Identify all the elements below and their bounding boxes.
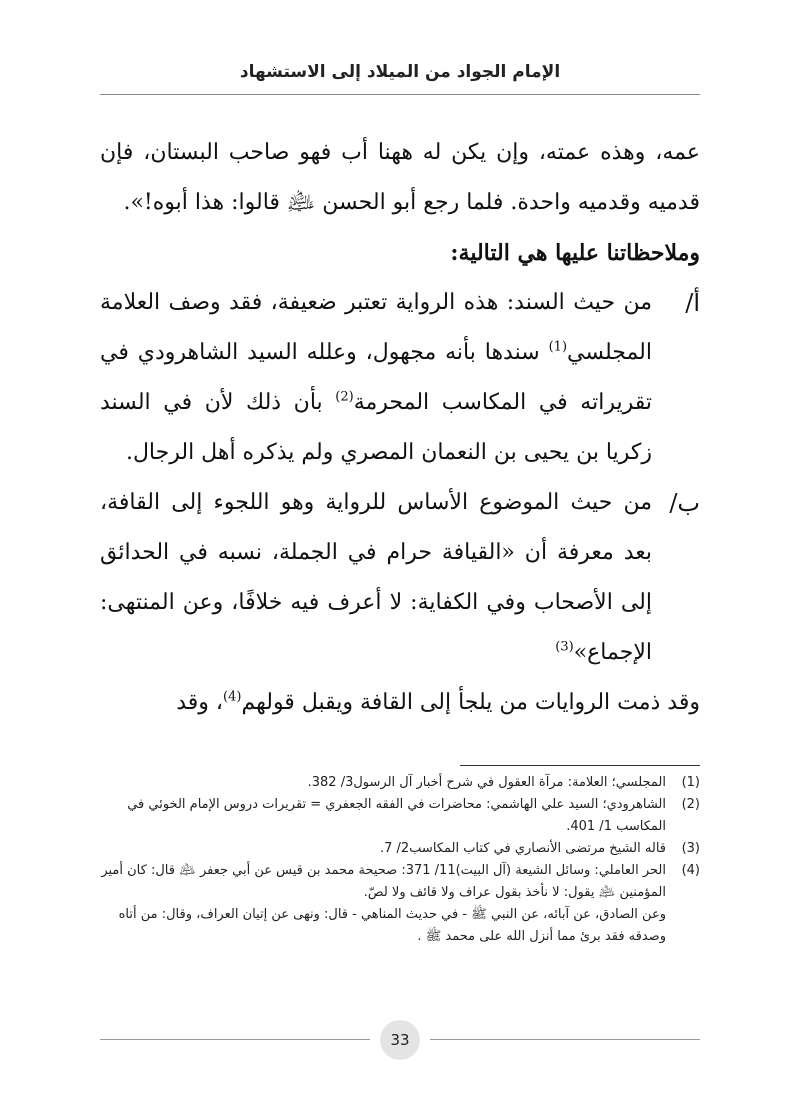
item-b-text-part: من حيث الموضوع الأساس للرواية وهو اللجوء إلى القافة، بعد معرفة أن «القيافة حرام في الجملة، نسبه في الحدائق إلى الأصحاب وفي الكفاية: لا أعرف فيه خلافًا، وعن المنتهى: الإجماع» bbox=[100, 490, 652, 665]
list-item-a bbox=[100, 278, 700, 478]
footnote-4 bbox=[100, 860, 700, 904]
footnote-ref-2[interactable]: (2) bbox=[335, 389, 354, 405]
footnote-text: قاله الشيخ مرتضى الأنصاري في كتاب المكاسب2/ 7. bbox=[379, 841, 666, 856]
paragraph-2 bbox=[100, 678, 700, 728]
footnote-3 bbox=[100, 838, 700, 860]
footer-rule-left bbox=[100, 1039, 370, 1040]
item-b-text bbox=[100, 478, 652, 678]
footnote-1 bbox=[100, 772, 700, 794]
footnote-4-continuation: وعن الصادق، عن آبائه، عن النبي ﷺ - في حديث المناهي - قال: ونهى عن إتيان العراف، وقال: من أتاه وصدقه فقد برئ مما أنزل الله على محمد ﷺ . bbox=[118, 907, 666, 944]
item-a-label: أ/ bbox=[685, 289, 700, 317]
main-text bbox=[100, 128, 700, 728]
footnote-number: (3) bbox=[681, 841, 700, 856]
header-divider bbox=[100, 94, 700, 95]
footnote-number: (4) bbox=[681, 863, 700, 878]
list-item-b bbox=[100, 478, 700, 678]
item-a-text bbox=[100, 278, 652, 478]
footnote-text: المجلسي؛ العلامة: مرآة العقول في شرح أخبار آل الرسول3/ 382. bbox=[307, 775, 666, 790]
item-a-text-part: سندها بأنه مجهول، وعلله السيد الشاهرودي في تقريراته في المكاسب المحرمة bbox=[100, 340, 652, 415]
footnote-ref-1[interactable]: (1) bbox=[548, 339, 568, 355]
footnote-2 bbox=[100, 794, 700, 838]
footnotes bbox=[100, 772, 700, 948]
footnote-text: الشاهرودي؛ السيد علي الهاشمي: محاضرات في الفقه الجعفري = تقريرات دروس الإمام الخوئي في المكاسب 1/ 401. bbox=[127, 797, 666, 834]
item-a-text-part: من حيث السند: هذه الرواية تعتبر ضعيفة، فقد وصف العلامة المجلسي bbox=[100, 290, 652, 365]
paragraph-1: عمه، وهذه عمته، وإن يكن له ههنا أب فهو صاحب البستان، فإن قدميه وقدميه واحدة. فلما رجع أبو الحسن ﵇ قالوا: هذا أبوه!». bbox=[100, 140, 700, 215]
footnote-divider bbox=[460, 765, 700, 766]
footnote-number: (2) bbox=[681, 797, 700, 812]
footer-rule-right bbox=[430, 1039, 700, 1040]
running-header: الإمام الجواد من الميلاد إلى الاستشهاد bbox=[239, 62, 561, 82]
footnote-number: (1) bbox=[681, 775, 700, 790]
footnote-ref-3[interactable]: (3) bbox=[555, 639, 574, 655]
page-footer bbox=[100, 1020, 700, 1060]
paragraph-2-part: وقد ذمت الروايات من يلجأ إلى القافة ويقبل قولهم bbox=[241, 690, 700, 715]
section-heading: وملاحظاتنا عليها هي التالية: bbox=[450, 240, 700, 266]
footnote-text: الحر العاملي: وسائل الشيعة (آل البيت)11/ 371: صحيحة محمد بن قيس عن أبي جعفر ﵇ قال: كان أمير المؤمنين ﵇ يقول: لا نأخذ بقول عراف ولا قائف ولا لصّ. bbox=[101, 863, 666, 900]
item-a-text-part: بأن ذلك لأن في السند زكريا بن يحيى بن النعمان المصري ولم يذكره أهل الرجال. bbox=[100, 390, 652, 465]
footnote-ref-4[interactable]: (4) bbox=[223, 689, 242, 705]
item-b-label: ب/ bbox=[669, 489, 700, 517]
paragraph-2-part: ، وقد bbox=[176, 690, 224, 715]
page-number: 33 bbox=[380, 1020, 420, 1060]
